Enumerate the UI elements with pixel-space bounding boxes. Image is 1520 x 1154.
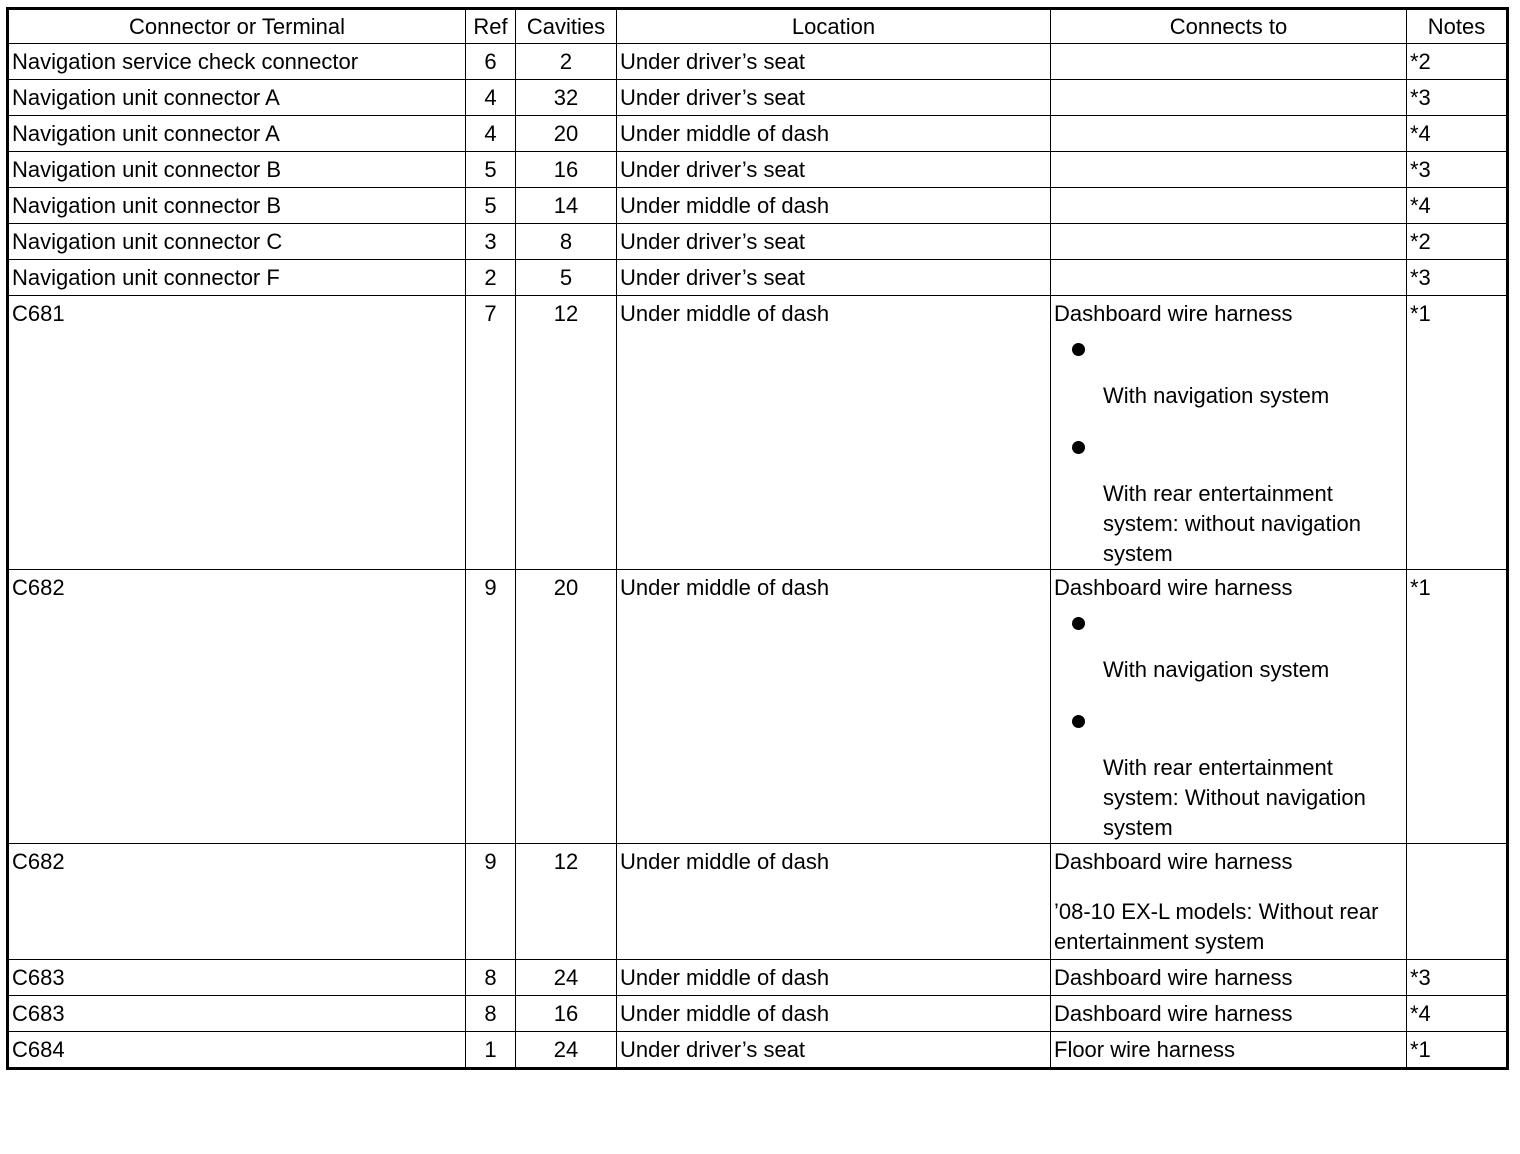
list-item-text: With rear entertainment system: Without navigation system [1103, 755, 1366, 840]
location-cell: Under middle of dash [617, 116, 1051, 152]
cavities-cell: 2 [516, 44, 617, 80]
header-row [8, 9, 1508, 44]
connector-cell: C682 [8, 570, 466, 844]
connects-to-text: Floor wire harness [1054, 1037, 1235, 1062]
connector-cell: C684 [8, 1032, 466, 1069]
ref-cell: 5 [466, 188, 516, 224]
location-cell: Under driver’s seat [617, 224, 1051, 260]
location-cell: Under driver’s seat [617, 1032, 1051, 1069]
cavities-cell: 12 [516, 296, 617, 570]
notes-cell: *4 [1407, 188, 1508, 224]
cavities-cell: 16 [516, 152, 617, 188]
ref-cell: 4 [466, 80, 516, 116]
connects-to-cell [1051, 296, 1407, 570]
ref-cell: 8 [466, 960, 516, 996]
connector-table [6, 7, 1509, 1070]
connects-to-cell [1051, 44, 1407, 80]
connects-to-cell [1051, 188, 1407, 224]
connector-cell: Navigation unit connector B [8, 188, 466, 224]
bullet-icon [1072, 617, 1085, 630]
connects-to-cell [1051, 960, 1407, 996]
table-row [8, 44, 1508, 80]
bullet-icon [1072, 441, 1085, 454]
connector-cell: Navigation unit connector A [8, 116, 466, 152]
list-item [1054, 429, 1406, 569]
location-cell: Under middle of dash [617, 296, 1051, 570]
table-row [8, 996, 1508, 1032]
list-item [1054, 605, 1406, 685]
connects-to-cell [1051, 260, 1407, 296]
connector-cell: Navigation unit connector F [8, 260, 466, 296]
location-cell: Under middle of dash [617, 844, 1051, 960]
connector-cell: Navigation service check connector [8, 44, 466, 80]
table-row [8, 960, 1508, 996]
cavities-cell: 12 [516, 844, 617, 960]
notes-cell: *1 [1407, 1032, 1508, 1069]
cavities-cell: 20 [516, 116, 617, 152]
table-row [8, 80, 1508, 116]
connector-cell: Navigation unit connector C [8, 224, 466, 260]
cavities-cell: 14 [516, 188, 617, 224]
connects-to-list [1054, 331, 1406, 569]
table-row [8, 1032, 1508, 1069]
connects-to-note: ’08-10 EX-L models: Without rear entertainment system [1054, 899, 1379, 954]
header-connector: Connector or Terminal [8, 9, 466, 44]
list-item-text: With navigation system [1103, 383, 1330, 408]
table-body [8, 44, 1508, 1069]
location-cell: Under middle of dash [617, 960, 1051, 996]
connects-to-text: Dashboard wire harness [1054, 1001, 1293, 1026]
list-item [1054, 703, 1406, 843]
table-row [8, 188, 1508, 224]
notes-cell: *1 [1407, 570, 1508, 844]
header-cavities: Cavities [516, 9, 617, 44]
table-row [8, 152, 1508, 188]
ref-cell: 9 [466, 570, 516, 844]
bullet-icon [1072, 343, 1085, 356]
notes-cell: *2 [1407, 44, 1508, 80]
header-ref: Ref [466, 9, 516, 44]
table-row [8, 570, 1508, 844]
ref-cell: 3 [466, 224, 516, 260]
connects-to-cell [1051, 152, 1407, 188]
cavities-cell: 5 [516, 260, 617, 296]
location-cell: Under middle of dash [617, 188, 1051, 224]
cavities-cell: 24 [516, 1032, 617, 1069]
ref-cell: 4 [466, 116, 516, 152]
header-connects-to: Connects to [1051, 9, 1407, 44]
connects-to-cell [1051, 1032, 1407, 1069]
location-cell: Under driver’s seat [617, 260, 1051, 296]
table-row [8, 296, 1508, 570]
connects-to-text: Dashboard wire harness [1054, 965, 1293, 990]
cavities-cell: 8 [516, 224, 617, 260]
connects-to-list [1054, 605, 1406, 843]
cavities-cell: 16 [516, 996, 617, 1032]
table-row [8, 224, 1508, 260]
cavities-cell: 32 [516, 80, 617, 116]
connects-to-text: Dashboard wire harness [1054, 849, 1293, 874]
bullet-icon [1072, 715, 1085, 728]
connector-cell: Navigation unit connector B [8, 152, 466, 188]
location-cell: Under driver’s seat [617, 80, 1051, 116]
connects-to-cell [1051, 224, 1407, 260]
ref-cell: 5 [466, 152, 516, 188]
ref-cell: 9 [466, 844, 516, 960]
cavities-cell: 24 [516, 960, 617, 996]
table-row [8, 260, 1508, 296]
connects-to-text: Dashboard wire harness [1054, 301, 1293, 326]
list-item-text: With navigation system [1103, 657, 1330, 682]
table-row [8, 844, 1508, 960]
cavities-cell: 20 [516, 570, 617, 844]
header-location: Location [617, 9, 1051, 44]
notes-cell: *2 [1407, 224, 1508, 260]
ref-cell: 1 [466, 1032, 516, 1069]
notes-cell: *4 [1407, 996, 1508, 1032]
connector-cell: C682 [8, 844, 466, 960]
notes-cell: *3 [1407, 960, 1508, 996]
location-cell: Under driver’s seat [617, 44, 1051, 80]
connector-cell: Navigation unit connector A [8, 80, 466, 116]
connects-to-cell [1051, 996, 1407, 1032]
list-item-text: With rear entertainment system: without navigation system [1103, 481, 1362, 566]
notes-cell [1407, 844, 1508, 960]
location-cell: Under middle of dash [617, 570, 1051, 844]
ref-cell: 8 [466, 996, 516, 1032]
connector-cell: C681 [8, 296, 466, 570]
table-row [8, 116, 1508, 152]
notes-cell: *3 [1407, 152, 1508, 188]
location-cell: Under driver’s seat [617, 152, 1051, 188]
ref-cell: 7 [466, 296, 516, 570]
location-cell: Under middle of dash [617, 996, 1051, 1032]
list-item [1054, 331, 1406, 411]
connects-to-cell [1051, 844, 1407, 960]
notes-cell: *4 [1407, 116, 1508, 152]
ref-cell: 2 [466, 260, 516, 296]
connects-to-cell [1051, 116, 1407, 152]
header-notes: Notes [1407, 9, 1508, 44]
connects-to-cell [1051, 80, 1407, 116]
connects-to-cell [1051, 570, 1407, 844]
notes-cell: *3 [1407, 80, 1508, 116]
ref-cell: 6 [466, 44, 516, 80]
connector-cell: C683 [8, 960, 466, 996]
connects-to-text: Dashboard wire harness [1054, 575, 1293, 600]
notes-cell: *1 [1407, 296, 1508, 570]
notes-cell: *3 [1407, 260, 1508, 296]
connector-cell: C683 [8, 996, 466, 1032]
